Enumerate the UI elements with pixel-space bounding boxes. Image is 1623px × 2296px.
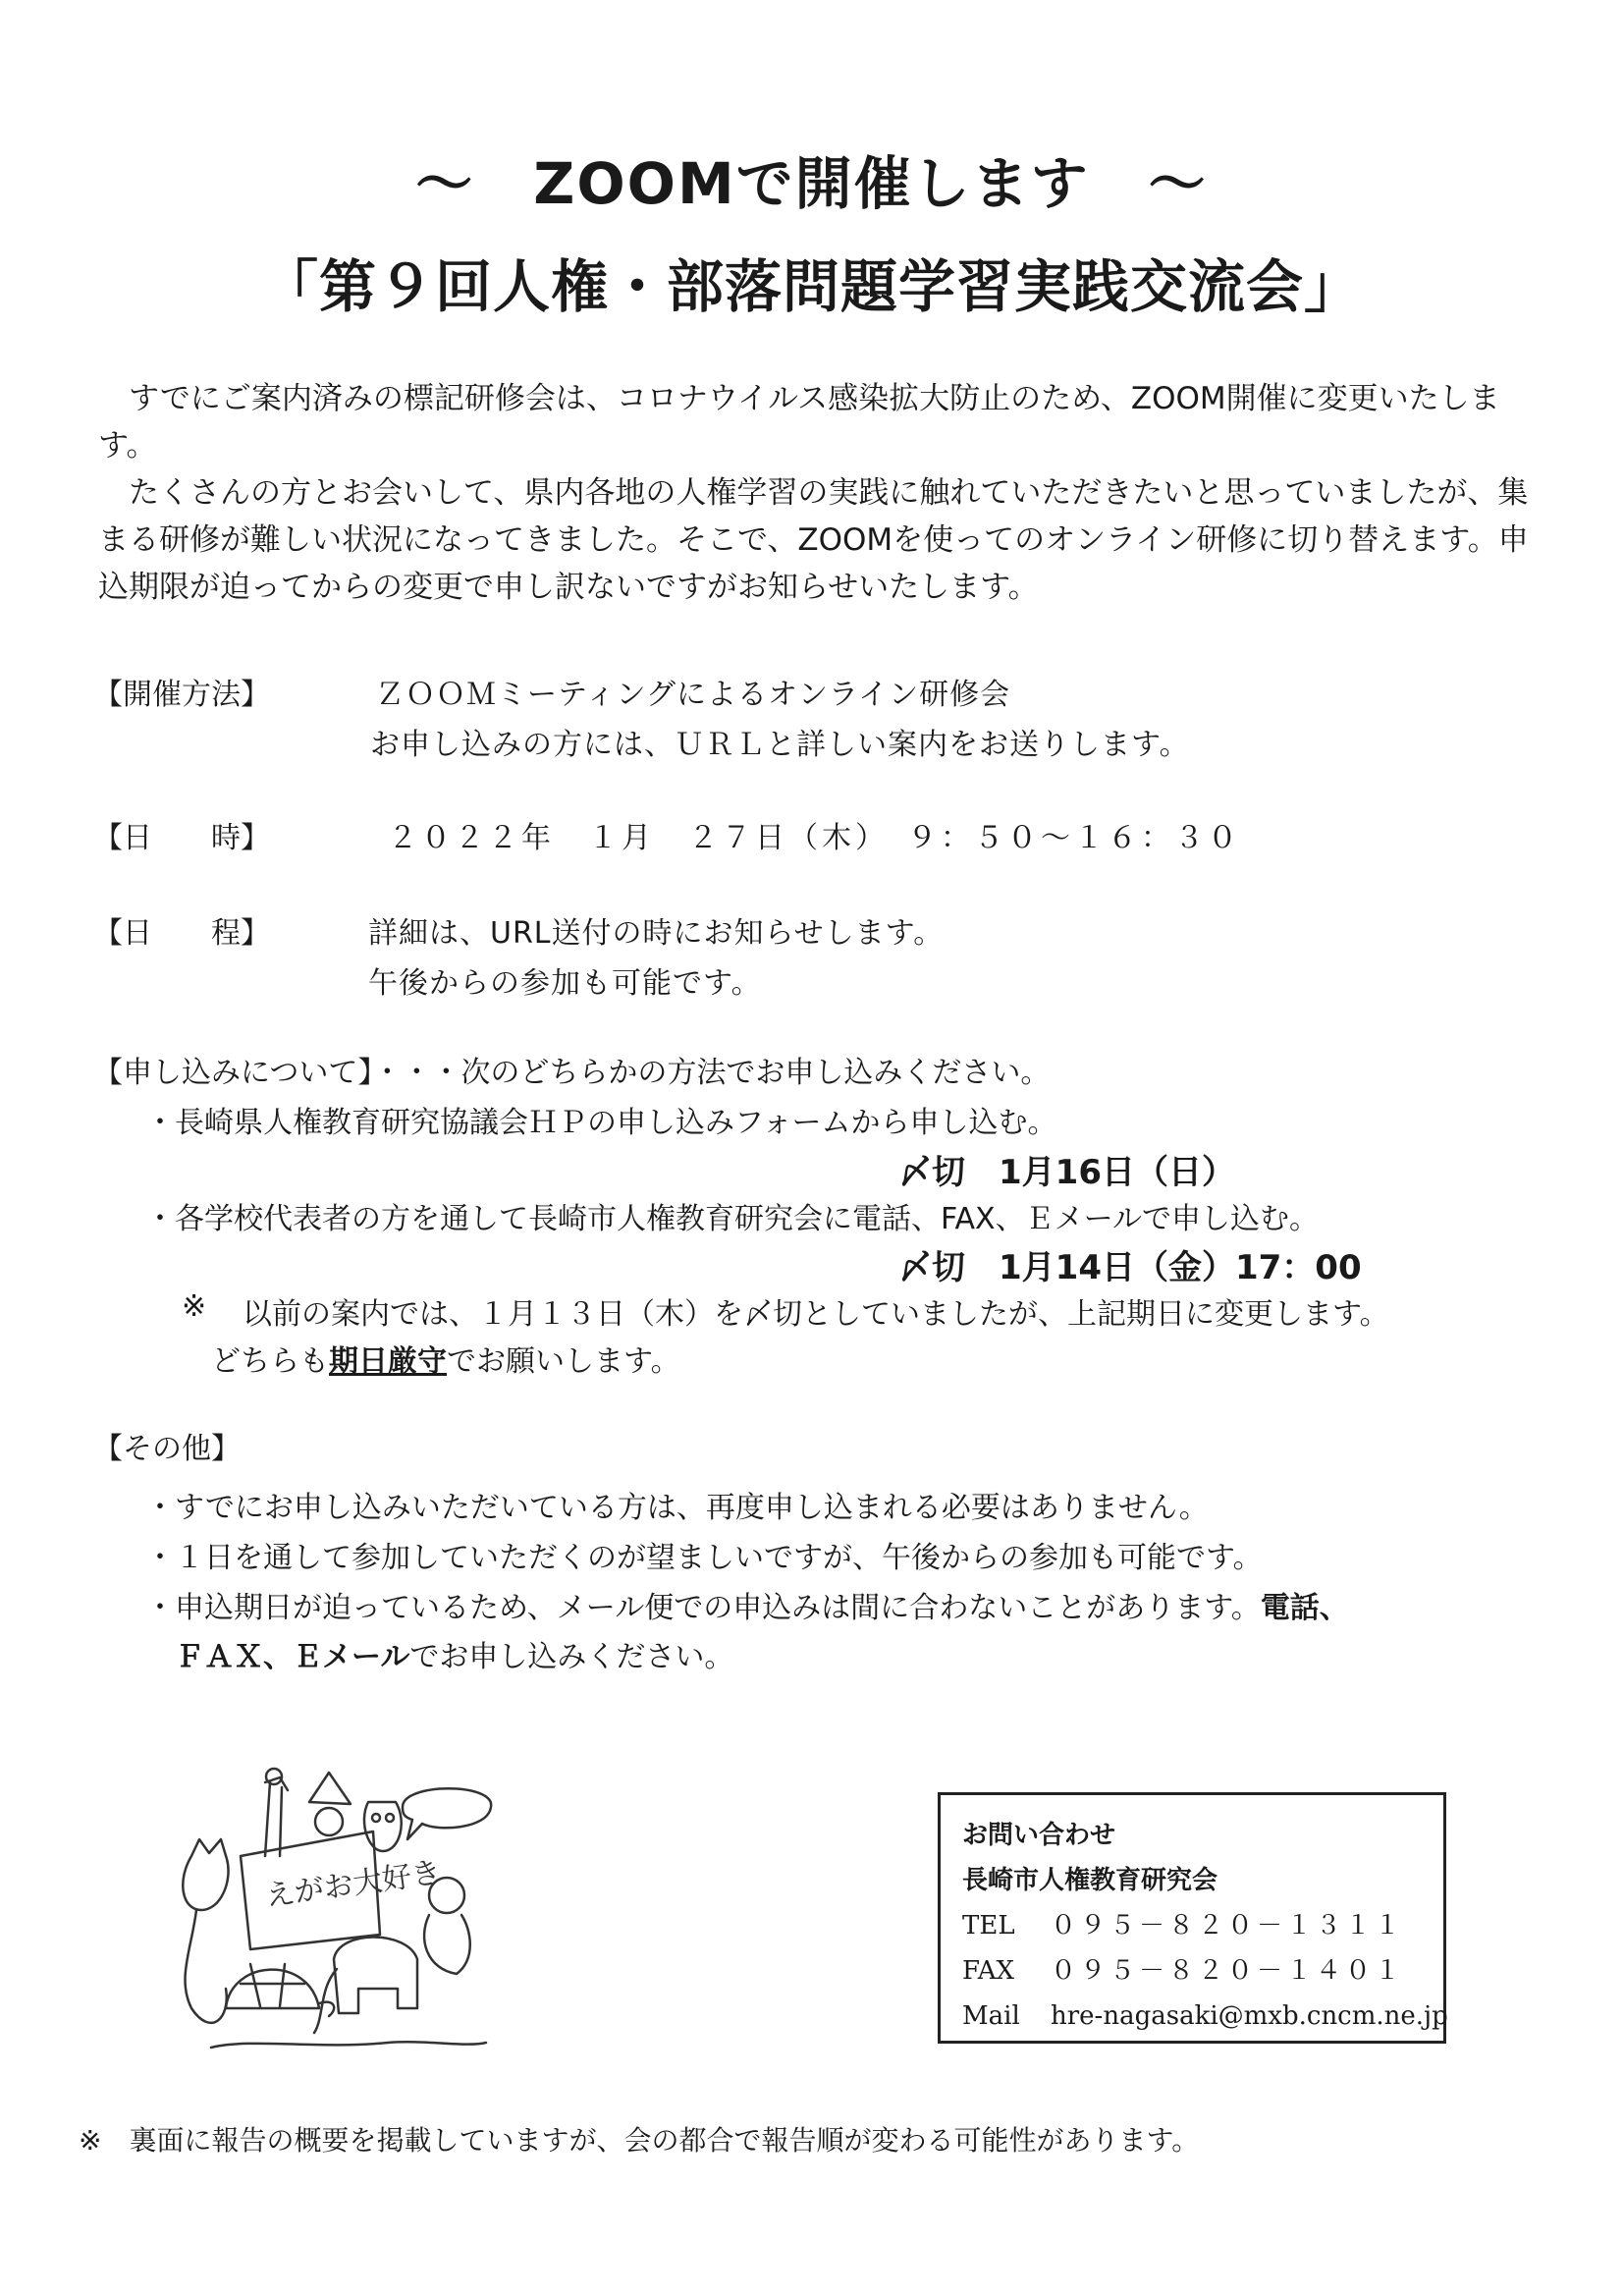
apply-item-1: ・長崎県人権教育研究協議会ＨＰの申し込みフォームから申し込む。 (145, 1106, 1057, 1140)
note-line-2-post: でお願いします。 (447, 1344, 680, 1379)
other-item-3 (145, 1583, 1349, 1626)
other-header: 【その他】 (93, 1432, 241, 1466)
note-emphasis: 期日厳守 (329, 1344, 447, 1379)
bird-shape (309, 1773, 351, 1804)
intro-paragraph-1: すでにご案内済みの標記研修会は、コロナウイルス感染拡大防止のため、ZOOM開催に変更いたします。 (98, 381, 1500, 464)
owl-eye-left (372, 1814, 380, 1822)
method-line-1: ＺＯＯＭミーティングによるオンライン研修会 (375, 678, 1011, 712)
giraffe-neck (265, 1777, 288, 1856)
owl-body (364, 1802, 402, 1851)
deadline-2: 〆切 1月14日（金）17：00 (898, 1248, 1362, 1287)
schedule-line-2: 午後からの参加も可能です。 (368, 966, 762, 1001)
schedule-label: 【日 程】 (93, 916, 270, 951)
note-mark: ※ (182, 1289, 207, 1324)
note-line-1: 以前の案内では、１月１３日（木）を〆切としていましたが、上記期日に変更します。 (243, 1297, 1389, 1332)
other-item-3-post: でお申し込みください。 (409, 1640, 734, 1674)
footnote: ※ 裏面に報告の概要を掲載していますが、会の都合で報告順が変わる可能性があります。 (79, 2124, 1200, 2157)
mail-label: Mail (962, 2001, 1020, 2031)
tel-number: ０９５－８２０－１３１１ (1051, 1911, 1405, 1941)
contact-box (938, 1792, 1446, 2044)
title-line-1: ～ ZOOMで開催します ～ (415, 150, 1208, 217)
contact-mail-row (962, 1994, 1448, 2039)
contact-tel-row (962, 1903, 1424, 1948)
contact-fax-row (962, 1948, 1424, 1994)
cat-tail (186, 1910, 227, 2023)
other-item-3-bold-1: 電話、 (1260, 1591, 1349, 1625)
bear-head (315, 1808, 343, 1835)
ground-line (211, 2042, 486, 2048)
mail-address[interactable]: hre-nagasaki@mxb.cncm.ne.jp (1051, 2001, 1448, 2031)
owl-eye-right (386, 1814, 394, 1822)
intro-paragraph-2: たくさんの方とお会いして、県内各地の人権学習の実践に触れていただきたいと思っていましたが、集まる研修が難しい状況になってきました。そこで、ZOOMを使ってのオンライン研修に切り替えます。申込期限が迫ってからの変更で申し訳ないですがお知らせいたします。 (98, 475, 1529, 605)
elephant-body (334, 1938, 417, 2014)
datetime-value: ２０２２年 １月 ２７日（木） ９：５０～１６：３０ (388, 821, 1241, 855)
title-line-2: 「第９回人権・部落問題学習実践交流会」 (260, 253, 1362, 320)
intro-text (98, 375, 1532, 611)
other-item-1: ・すでにお申し込みいただいている方は、再度申し込まれる必要はありません。 (145, 1491, 1209, 1525)
note-line-2 (211, 1337, 680, 1380)
method-label: 【開催方法】 (93, 678, 270, 712)
fax-number: ０９５－８２０－１４０１ (1051, 1956, 1405, 1986)
apply-header: 【申し込みについて】・・・次のどちらかの方法でお申し込みください。 (93, 1056, 1051, 1090)
schedule-line-1: 詳細は、URL送付の時にお知らせします。 (368, 916, 945, 951)
tel-label: TEL (962, 1911, 1015, 1941)
note-line-2-pre: どちらも (211, 1344, 329, 1379)
animals-illustration (172, 1763, 496, 2057)
sign-text: えがお大好き (263, 1855, 444, 1915)
contact-heading: お問い合わせ (962, 1821, 1116, 1850)
deadline-1: 〆切 1月16日（日） (898, 1153, 1235, 1192)
method-line-2: お申し込みの方には、ＵＲＬと詳しい案内をお送りします。 (370, 728, 1190, 762)
turtle-shell (226, 1970, 319, 2008)
other-item-3-pre: ・申込期日が迫っているため、メール便での申込みは間に合わないことがあります。 (145, 1591, 1261, 1625)
speech-bubble (403, 1788, 491, 1839)
child-body (424, 1915, 470, 1974)
cat-body (183, 1839, 228, 1910)
child-head (429, 1878, 464, 1913)
other-item-3-bold-2: ＦＡＸ、Ｅメール (175, 1640, 410, 1674)
datetime-label: 【日 時】 (93, 821, 270, 855)
fax-label: FAX (962, 1956, 1015, 1986)
contact-org: 長崎市人権教育研究会 (962, 1866, 1218, 1895)
other-item-3-cont (175, 1632, 733, 1675)
apply-item-2: ・各学校代表者の方を通して長崎市人権教育研究会に電話、FAX、Ｅメールで申し込む。 (145, 1202, 1319, 1236)
other-item-2: ・１日を通して参加していただくのが望ましいですが、午後からの参加も可能です。 (145, 1541, 1263, 1575)
